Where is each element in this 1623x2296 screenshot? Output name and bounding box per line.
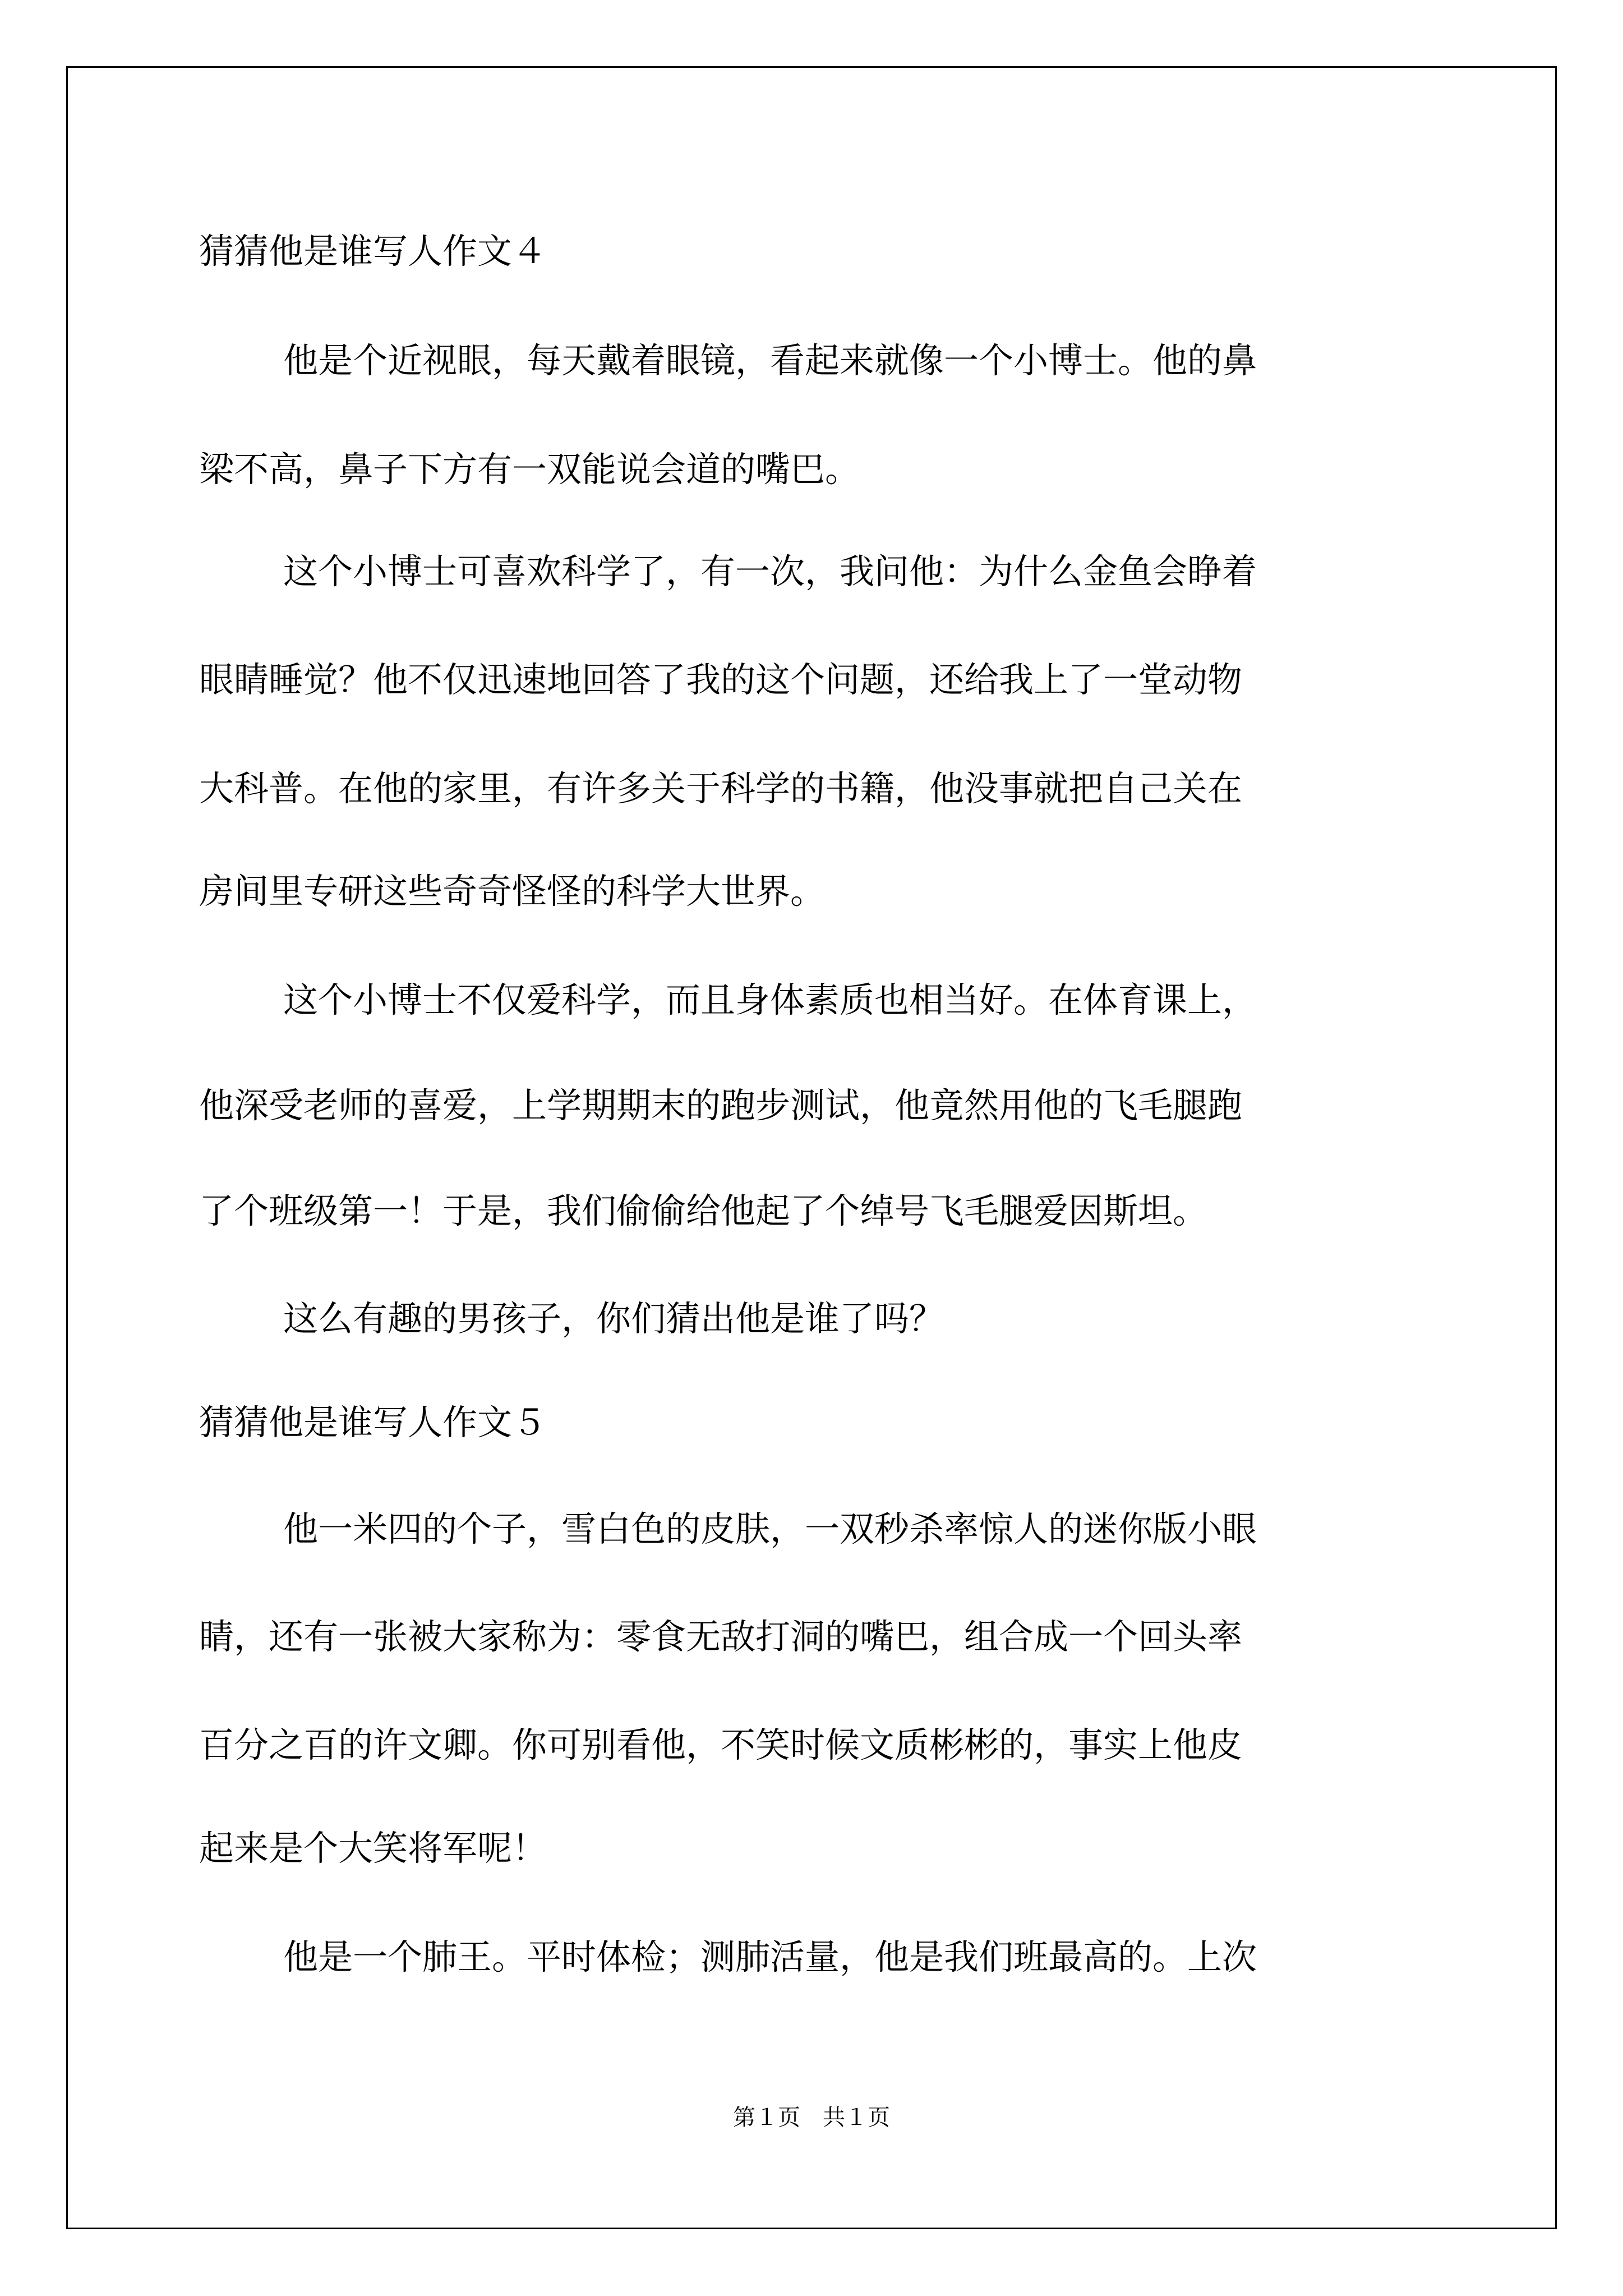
paragraph-line: 了个班级第一！于是，我们偷偷给他起了个绰号飞毛腿爱因斯坦。 [199,1190,1208,1231]
paragraph-line: 他一米四的个子，雪白色的皮肤，一双秒杀率惊人的迷你版小眼 [283,1508,1257,1549]
paragraph-line: 眼睛睡觉？他不仅迅速地回答了我的这个问题，还给我上了一堂动物 [199,659,1243,700]
paragraph-line: 他是一个肺王。平时体检；测肺活量，他是我们班最高的。上次 [283,1936,1257,1977]
paragraph-line: 百分之百的许文卿。你可别看他，不笑时候文质彬彬的，事实上他皮 [199,1724,1243,1765]
paragraph-line: 房间里专研这些奇奇怪怪的科学大世界。 [199,871,826,912]
paragraph-line: 他深受老师的喜爱，上学期期末的跑步测试，他竟然用他的飞毛腿跑 [199,1085,1243,1126]
paragraph-line: 这个小博士可喜欢科学了，有一次，我问他：为什么金鱼会睁着 [283,551,1257,592]
page-border [66,66,1557,2229]
page-footer: 第１页 共１页 [733,2105,890,2131]
paragraph-line: 这么有趣的男孩子，你们猜出他是谁了吗？ [283,1298,944,1339]
paragraph-line: 起来是个大笑将军呢！ [199,1828,547,1869]
section-title: 猜猜他是谁写人作文５ [199,1402,547,1443]
paragraph-line: 这个小博士不仅爱科学，而且身体素质也相当好。在体育课上， [283,979,1257,1020]
paragraph-line: 梁不高，鼻子下方有一双能说会道的嘴巴。 [199,449,860,490]
section-title: 猜猜他是谁写人作文４ [199,231,547,272]
paragraph-line: 大科普。在他的家里，有许多关于科学的书籍，他没事就把自己关在 [199,768,1243,809]
paragraph-line: 他是个近视眼，每天戴着眼镜，看起来就像一个小博士。他的鼻 [283,340,1257,381]
paragraph-line: 睛，还有一张被大家称为：零食无敌打洞的嘴巴，组合成一个回头率 [199,1616,1243,1657]
